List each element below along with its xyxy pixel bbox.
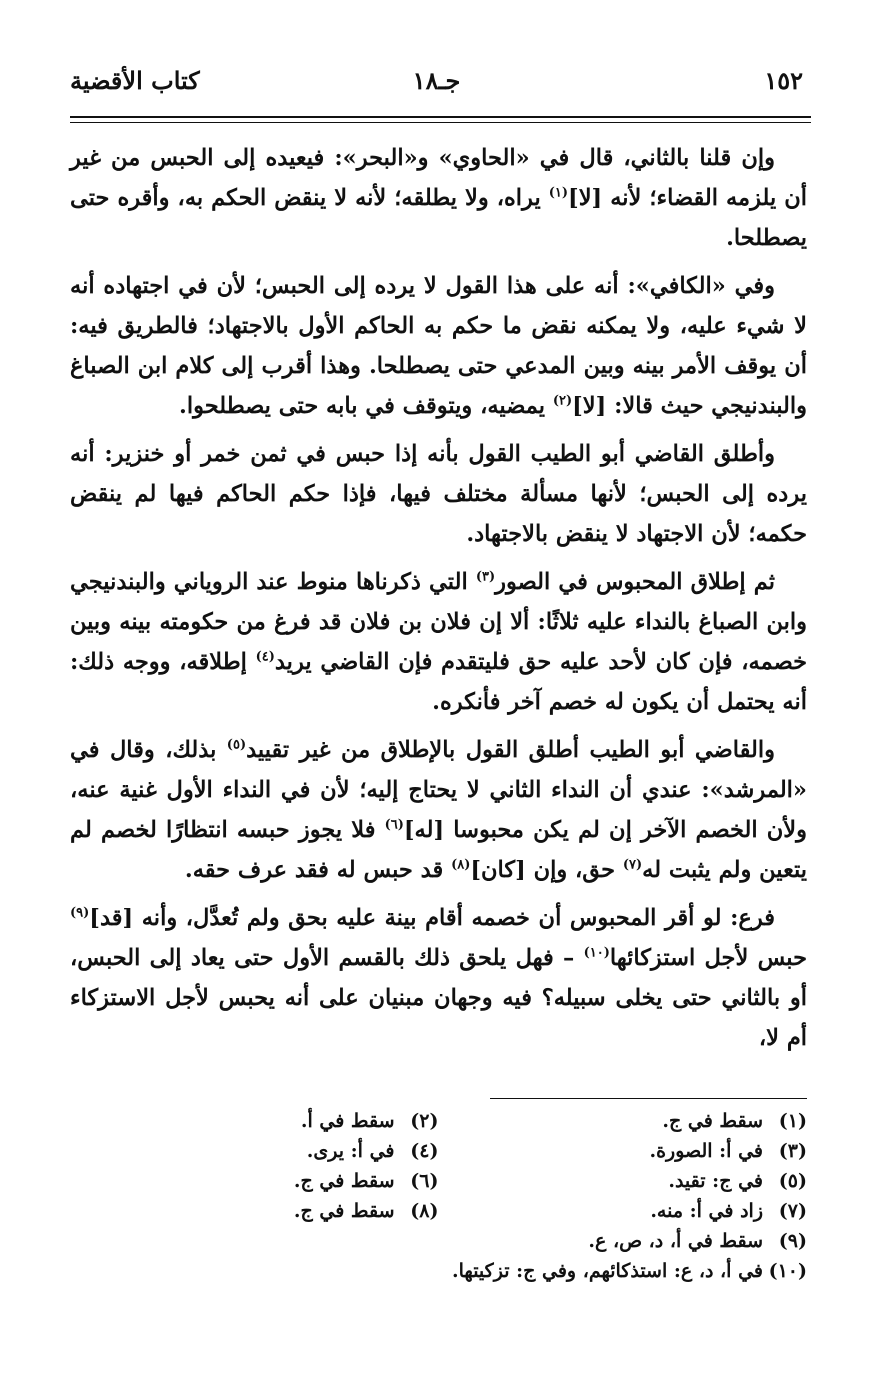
paragraph-text: والقاضي أبو الطيب أطلق القول بالإطلاق من غير تقييد xyxy=(246,737,775,763)
running-header xyxy=(70,66,803,106)
footnote-text: في أ: يرى. xyxy=(306,1140,395,1162)
footnote-9 xyxy=(70,1230,807,1260)
footnote-text: زاد في أ: منه. xyxy=(650,1200,763,1222)
footnote-text: في ج: تقيد. xyxy=(668,1170,763,1192)
paragraph-text: قد حبس له فقد عرف حقه. xyxy=(184,857,452,883)
paragraph-text: وإن قلنا بالثاني، قال في «الحاوي» و«البحر»: فيعيده إلى الحبس من غير أن يلزمه القضاء؛ لأنه [لا] xyxy=(70,145,807,211)
paragraph-text: حبس لأجل استزكائها xyxy=(609,945,807,971)
footnote-number: (٢) xyxy=(410,1110,439,1132)
footnote-text: سقط في أ. xyxy=(300,1110,395,1132)
footnote-number: (٨) xyxy=(410,1200,439,1222)
footnote-3 xyxy=(439,1140,808,1170)
footnote-ref: (٦) xyxy=(384,817,404,833)
footnote-5 xyxy=(439,1170,808,1200)
book-title: كتاب الأقضية xyxy=(70,66,200,95)
footnote-ref: (١) xyxy=(548,185,569,201)
footnote-2 xyxy=(70,1110,439,1140)
paragraph-text: فلا يجوز حبسه انتظارًا لخصم لم يتعين ولم يثبت له xyxy=(70,817,807,883)
paragraph-5 xyxy=(70,730,807,890)
footnotes xyxy=(70,1110,807,1290)
paragraph-3 xyxy=(70,434,807,554)
paragraph-text: وفي «الكافي»: أنه على هذا القول لا يرده إلى الحبس؛ لأن في اجتهاده أنه لا شيء عليه، ولا يمكنه نقض ما حكم به الحاكم الأول بالاجتهاد؛ فالطريق فيه: أن يوقف الأمر بينه وبين المدعي حتى يصطلحا. وهذا أقرب إلى كلام ابن الصباغ والبندنيجي حيث قالا: [لا] xyxy=(70,273,807,419)
footnote-ref: (٢) xyxy=(552,393,573,409)
footnote-number: (٤) xyxy=(410,1140,439,1162)
footnote-number: (٦) xyxy=(410,1170,439,1192)
footnote-ref: (٤) xyxy=(255,649,275,665)
paragraph-text: – فهل يلحق ذلك بالقسم الأول حتى يعاد إلى الحبس، أو بالثاني حتى يخلى سبيله؟ فيه وجهان مبنيان على أنه يحبس لأجل الاستزكاء أم لا، xyxy=(70,945,807,1051)
paragraph-6 xyxy=(70,898,807,1058)
paragraph-2 xyxy=(70,266,807,426)
footnote-text: سقط في ج. xyxy=(293,1170,395,1192)
paragraph-text: بذلك، وقال في «المرشد»: عندي أن النداء الثاني لا يحتاج إليه؛ لأن في النداء الأول غنية عنه، ولأن الخصم الآخر إن لم يكن محبوسا [له] xyxy=(70,737,808,843)
footnote-ref: (١٠) xyxy=(583,945,610,961)
paragraph-text: يمضيه، ويتوقف في بابه حتى يصطلحوا. xyxy=(179,393,553,419)
footnote-6 xyxy=(70,1170,439,1200)
paragraph-text: التي ذكرناها منوط عند الروياني والبندنيجي وابن الصباغ بالنداء عليه ثلاثًا: ألا إن فلان بن فلان قد فرغ من حكومته بينه وبين خصمه، فإن كان لأحد عليه حق فليتقدم فإن القاضي يريد xyxy=(70,569,807,675)
footnote-ref: (٧) xyxy=(622,857,643,873)
page-number: ١٥٢ xyxy=(764,66,803,95)
footnote-number: (٣) xyxy=(778,1140,807,1162)
footnote-10 xyxy=(70,1260,807,1290)
paragraph-text: فرع: لو أقر المحبوس أن خصمه أقام بينة عليه بحق ولم تُعدَّل، وأنه [قد] xyxy=(89,905,775,931)
footnote-separator xyxy=(490,1098,807,1099)
footnote-ref: (٥) xyxy=(226,737,247,753)
footnote-number: (٩) xyxy=(778,1230,807,1252)
footnote-text: سقط في ج. xyxy=(662,1110,763,1132)
paragraph-text: يراه، ولا يطلقه؛ لأنه لا ينقض الحكم به، وأقره حتى يصطلحا. xyxy=(70,185,807,251)
paragraph-text: إطلاقه، ووجه ذلك: أنه يحتمل أن يكون له خصم آخر فأنكره. xyxy=(70,649,807,715)
footnote-8 xyxy=(70,1200,439,1230)
footnote-ref: (٣) xyxy=(475,569,496,585)
footnote-text: في أ: الصورة. xyxy=(649,1140,763,1162)
paragraph-text: وأطلق القاضي أبو الطيب القول بأنه إذا حبس في ثمن خمر أو خنزير: أنه يرده إلى الحبس؛ لأنها مسألة مختلف فيها، فإذا حكم الحاكم فيها لم ينقض حكمه؛ لأن الاجتهاد لا ينقض بالاجتهاد. xyxy=(70,441,807,547)
footnote-number: (٧) xyxy=(778,1200,807,1222)
footnote-7 xyxy=(439,1200,808,1230)
footnote-text: في أ، د، ع: استذكائهم، وفي ج: تزكيتها. xyxy=(452,1260,763,1282)
paragraph-text: ثم إطلاق المحبوس في الصور xyxy=(495,569,775,595)
paragraph-4 xyxy=(70,562,807,722)
footnote-number: (٥) xyxy=(778,1170,807,1192)
footnote-text: سقط في أ، د، ص، ع. xyxy=(588,1230,763,1252)
paragraph-text: حق، وإن [كان] xyxy=(470,857,623,883)
footnote-text: سقط في ج. xyxy=(293,1200,395,1222)
footnote-number: (١٠) xyxy=(768,1260,807,1282)
main-text xyxy=(70,138,807,1066)
volume-number: جـ١٨ xyxy=(412,66,461,95)
footnote-ref: (٩) xyxy=(70,905,90,921)
header-rule-thick xyxy=(70,116,811,118)
footnote-ref: (٨) xyxy=(451,857,471,873)
header-rule-thin xyxy=(70,122,811,123)
footnote-4 xyxy=(70,1140,439,1170)
paragraph-1 xyxy=(70,138,807,258)
footnote-1 xyxy=(439,1110,808,1140)
footnote-number: (١) xyxy=(778,1110,807,1132)
